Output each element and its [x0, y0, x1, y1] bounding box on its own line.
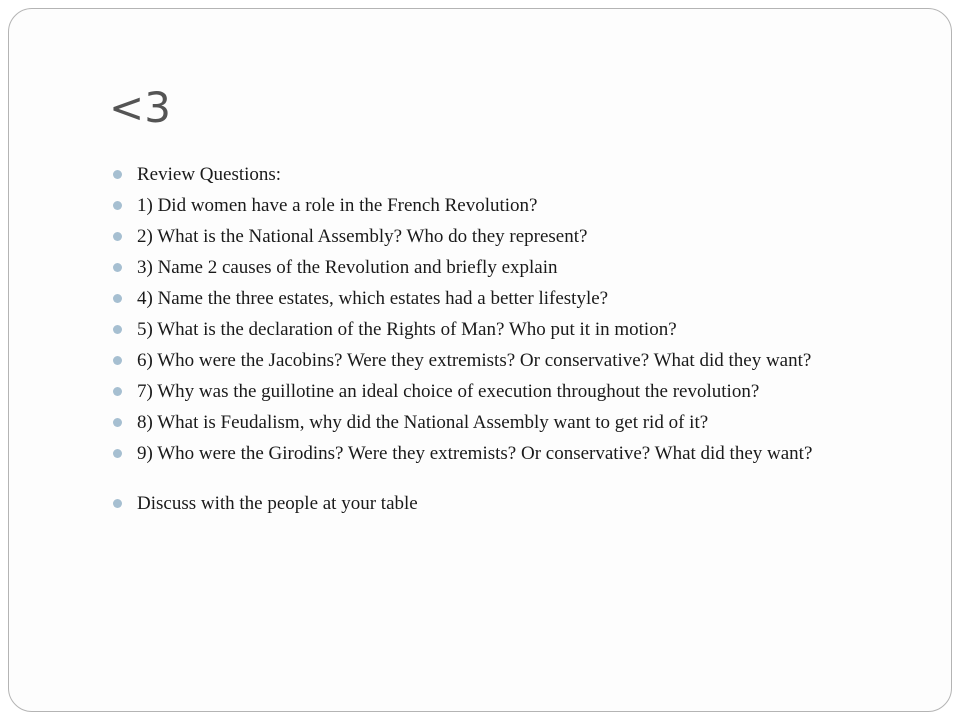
bullet-dot-icon: [113, 294, 122, 303]
bullet-item-question-9: [107, 438, 937, 469]
bullet-text: 8) What is Feudalism, why did the National Assembly want to get rid of it?: [137, 412, 709, 433]
bullet-dot-icon: [113, 387, 122, 396]
bullet-text: Discuss with the people at your table: [137, 493, 418, 514]
bullet-dot-icon: [113, 356, 122, 365]
bullet-dot-icon: [113, 325, 122, 334]
bullet-item-question-1: [107, 190, 937, 221]
bullet-item-question-3: [107, 252, 937, 283]
bullet-item-discuss: [107, 488, 937, 519]
slide-title: <3: [109, 83, 171, 132]
bullet-text: 7) Why was the guillotine an ideal choice of execution throughout the revolution?: [137, 381, 760, 402]
bullet-text: 6) Who were the Jacobins? Were they extremists? Or conservative? What did they want?: [137, 350, 812, 371]
bullet-text: 4) Name the three estates, which estates had a better lifestyle?: [137, 288, 609, 309]
bullet-dot-icon: [113, 170, 122, 179]
slide: [8, 8, 952, 712]
bullet-dot-icon: [113, 263, 122, 272]
bullet-item-question-2: [107, 221, 937, 252]
bullet-list: [107, 159, 937, 519]
bullet-item-question-4: [107, 283, 937, 314]
bullet-dot-icon: [113, 201, 122, 210]
bullet-text: 3) Name 2 causes of the Revolution and briefly explain: [137, 257, 558, 278]
bullet-text: Review Questions:: [137, 164, 282, 185]
bullet-item-question-8: [107, 407, 937, 438]
bullet-text: 9) Who were the Girodins? Were they extremists? Or conservative? What did they want?: [137, 443, 813, 464]
bullet-item-review-questions: [107, 159, 937, 190]
bullet-text: 1) Did women have a role in the French Revolution?: [137, 195, 538, 216]
bullet-item-question-6: [107, 345, 937, 376]
bullet-dot-icon: [113, 449, 122, 458]
bullet-item-question-5: [107, 314, 937, 345]
bullet-text: 2) What is the National Assembly? Who do they represent?: [137, 226, 588, 247]
bullet-item-question-7: [107, 376, 937, 407]
bullet-text: 5) What is the declaration of the Rights of Man? Who put it in motion?: [137, 319, 677, 340]
bullet-dot-icon: [113, 418, 122, 427]
bullet-dot-icon: [113, 499, 122, 508]
bullet-dot-icon: [113, 232, 122, 241]
